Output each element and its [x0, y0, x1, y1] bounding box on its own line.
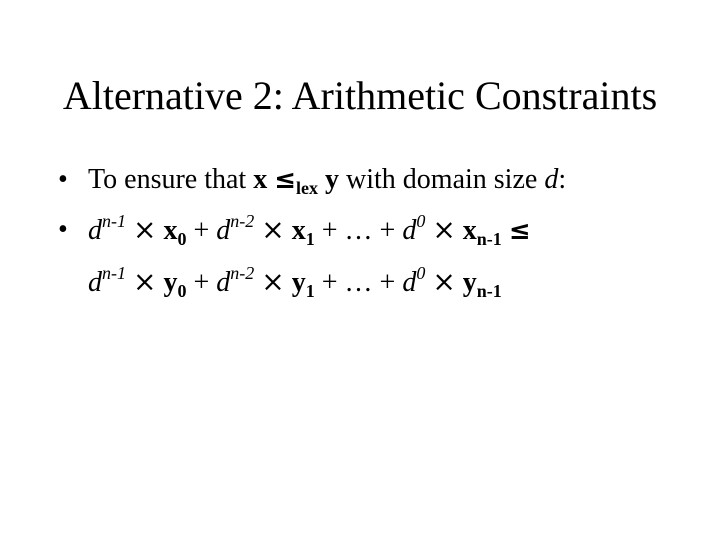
inequality-lhs: $d^{n-1} \times x_0 + d^{n-2} \times x_1$ + … + $d^0 \times x_{n-1}$ ≤	[88, 211, 531, 249]
slide-title: Alternative 2: Arithmetic Constraints	[62, 73, 658, 118]
bullet-text-1: To ensure that $x \le_{lex}$ y with domain size d:	[88, 164, 567, 198]
bullet-glyph: •	[58, 214, 68, 245]
bullet-glyph: •	[58, 164, 68, 195]
inequality-rhs: $d^{n-1} \times y_0 + d^{n-2} \times y_1$ + … + $d^0 \times y_{n-1}$	[88, 263, 502, 301]
